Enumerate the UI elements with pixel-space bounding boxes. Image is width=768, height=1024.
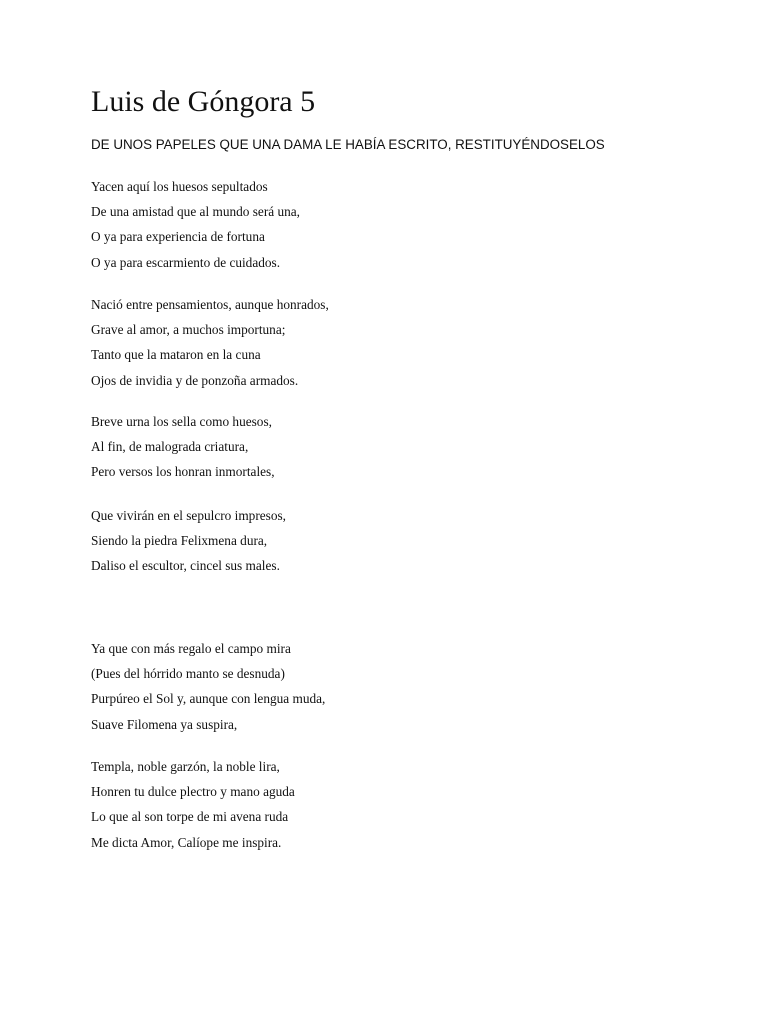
poem-line: Al fin, de malograda criatura, [91, 439, 249, 455]
poem-line: Purpúreo el Sol y, aunque con lengua muda, [91, 691, 326, 707]
poem-line: Nació entre pensamientos, aunque honrados, [91, 297, 329, 312]
poem-line: Que vivirán en el sepulcro impresos, [91, 508, 286, 523]
poem-line: Grave al amor, a muchos importuna; [91, 322, 286, 338]
poem-line: Lo que al son torpe de mi avena ruda [91, 809, 289, 825]
stanza-4 [91, 503, 286, 579]
poem-line: Tanto que la mataron en la cuna [91, 347, 261, 363]
stanza-5 [91, 636, 325, 737]
page-title: Luis de Góngora 5 [91, 85, 316, 118]
poem-line: O ya para escarmiento de cuidados. [91, 254, 281, 270]
poem-line: Daliso el escultor, cincel sus males. [91, 558, 280, 574]
stanza-2 [91, 292, 329, 393]
poem-line: Suave Filomena ya suspira, [91, 716, 238, 732]
poem-line: Pero versos los honran inmortales, [91, 464, 275, 480]
poem-line: Honren tu dulce plectro y mano aguda [91, 784, 295, 800]
poem-line: Ojos de invidia y de ponzoña armados. [91, 372, 299, 388]
poem-line: Yacen aquí los huesos sepultados [91, 179, 268, 194]
poem-line: Ya que con más regalo el campo mira [91, 641, 291, 656]
poem-line: Siendo la piedra Felixmena dura, [91, 533, 268, 549]
poem-line: O ya para experiencia de fortuna [91, 229, 265, 245]
poem-line: Breve urna los sella como huesos, [91, 414, 272, 429]
stanza-6 [91, 754, 295, 855]
stanza-3 [91, 409, 275, 485]
stanza-1 [91, 174, 300, 275]
poem-line: Templa, noble garzón, la noble lira, [91, 759, 280, 774]
poem-line: (Pues del hórrido manto se desnuda) [91, 666, 285, 682]
poem-subtitle: DE UNOS PAPELES QUE UNA DAMA LE HABÍA ESCRITO, RESTITUYÉNDOSELOS [91, 137, 605, 152]
poem-line: Me dicta Amor, Calíope me inspira. [91, 834, 282, 850]
poem-line: De una amistad que al mundo será una, [91, 204, 300, 220]
